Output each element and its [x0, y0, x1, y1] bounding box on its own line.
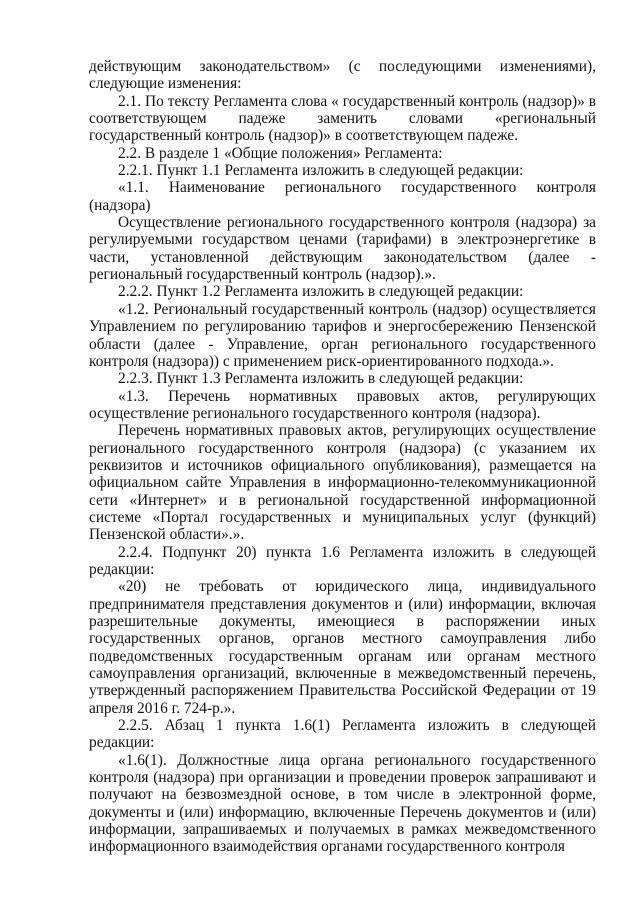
paragraph: 2.2.2. Пункт 1.2 Регламента изложить в следующей редакции:: [118, 283, 524, 301]
paragraph: Осуществление регионального государственного контроля (надзора) за регулируемыми государством ценами (тарифами) в электроэнергетике в части, установленной действующим законодательством (далее - региональный государственный контроль (надзор).».: [89, 214, 596, 284]
paragraph: 2.2.4. Подпункт 20) пункта 1.6 Регламента изложить в следующей редакции:: [89, 543, 596, 578]
paragraph: действующим законодательством» (с последующими изменениями), следующие изменения:: [89, 58, 596, 93]
paragraph: «1.2. Региональный государственный контроль (надзор) осуществляется Управлением по регулированию тарифов и энергосбережению Пензенской области (далее - Управление, орган регионального государственного контроля (надзора)) с применением риск-ориентированного подхода.».: [89, 300, 596, 370]
paragraph: 2.2.1. Пункт 1.1 Регламента изложить в следующей редакции:: [118, 162, 524, 180]
paragraph: 2.1. По тексту Регламента слова « государственный контроль (надзор)» в соответствующем падеже заменить словами «региональный государственный контроль (надзор)» в соответствующем падеже.: [89, 92, 596, 145]
paragraph: «20) не требовать от юридического лица, индивидуального предпринимателя представления документов и (или) информации, включая разрешительные документы, имеющиеся в распоряжении иных государственных органов, органов местного самоуправления либо подведомственных государственным органам или органам местного самоуправления организаций, включенные в межведомственный перечень, утвержденный распоряжением Правительства Российской Федерации от 19 апреля 2016 г. 724-р.».: [89, 578, 596, 717]
paragraph: 2.2. В разделе 1 «Общие положения» Регламента:: [118, 144, 443, 162]
paragraph: 2.2.3. Пункт 1.3 Регламента изложить в следующей редакции:: [118, 370, 524, 388]
paragraph: «1.3. Перечень нормативных правовых актов, регулирующих осуществление регионального государственного контроля (надзора).: [89, 387, 596, 422]
paragraph: «1.1. Наименование регионального государственного контроля (надзора): [89, 179, 596, 214]
paragraph: «1.6(1). Должностные лица органа регионального государственного контроля (надзора) при организации и проведении проверок запрашивают и получают на безвозмездной основе, в том числе в электронной форме, документы и (или) информацию, включенные Перечень документов и (или) информации, запрашиваемых и получаемых в рамках межведомственного информационного взаимодействия органами государственного контроля: [89, 751, 596, 856]
paragraph: Перечень нормативных правовых актов, регулирующих осуществление регионального государственного контроля (надзора) (с указанием их реквизитов и источников официального опубликования), размещается на официальном сайте Управления в информационно-телекоммуникационной сети «Интернет» и в региональной государственной информационной системе «Портал государственных и муниципальных услуг (функций) Пензенской области».».: [89, 422, 596, 544]
paragraph: 2.2.5. Абзац 1 пункта 1.6(1) Регламента изложить в следующей редакции:: [89, 717, 596, 752]
